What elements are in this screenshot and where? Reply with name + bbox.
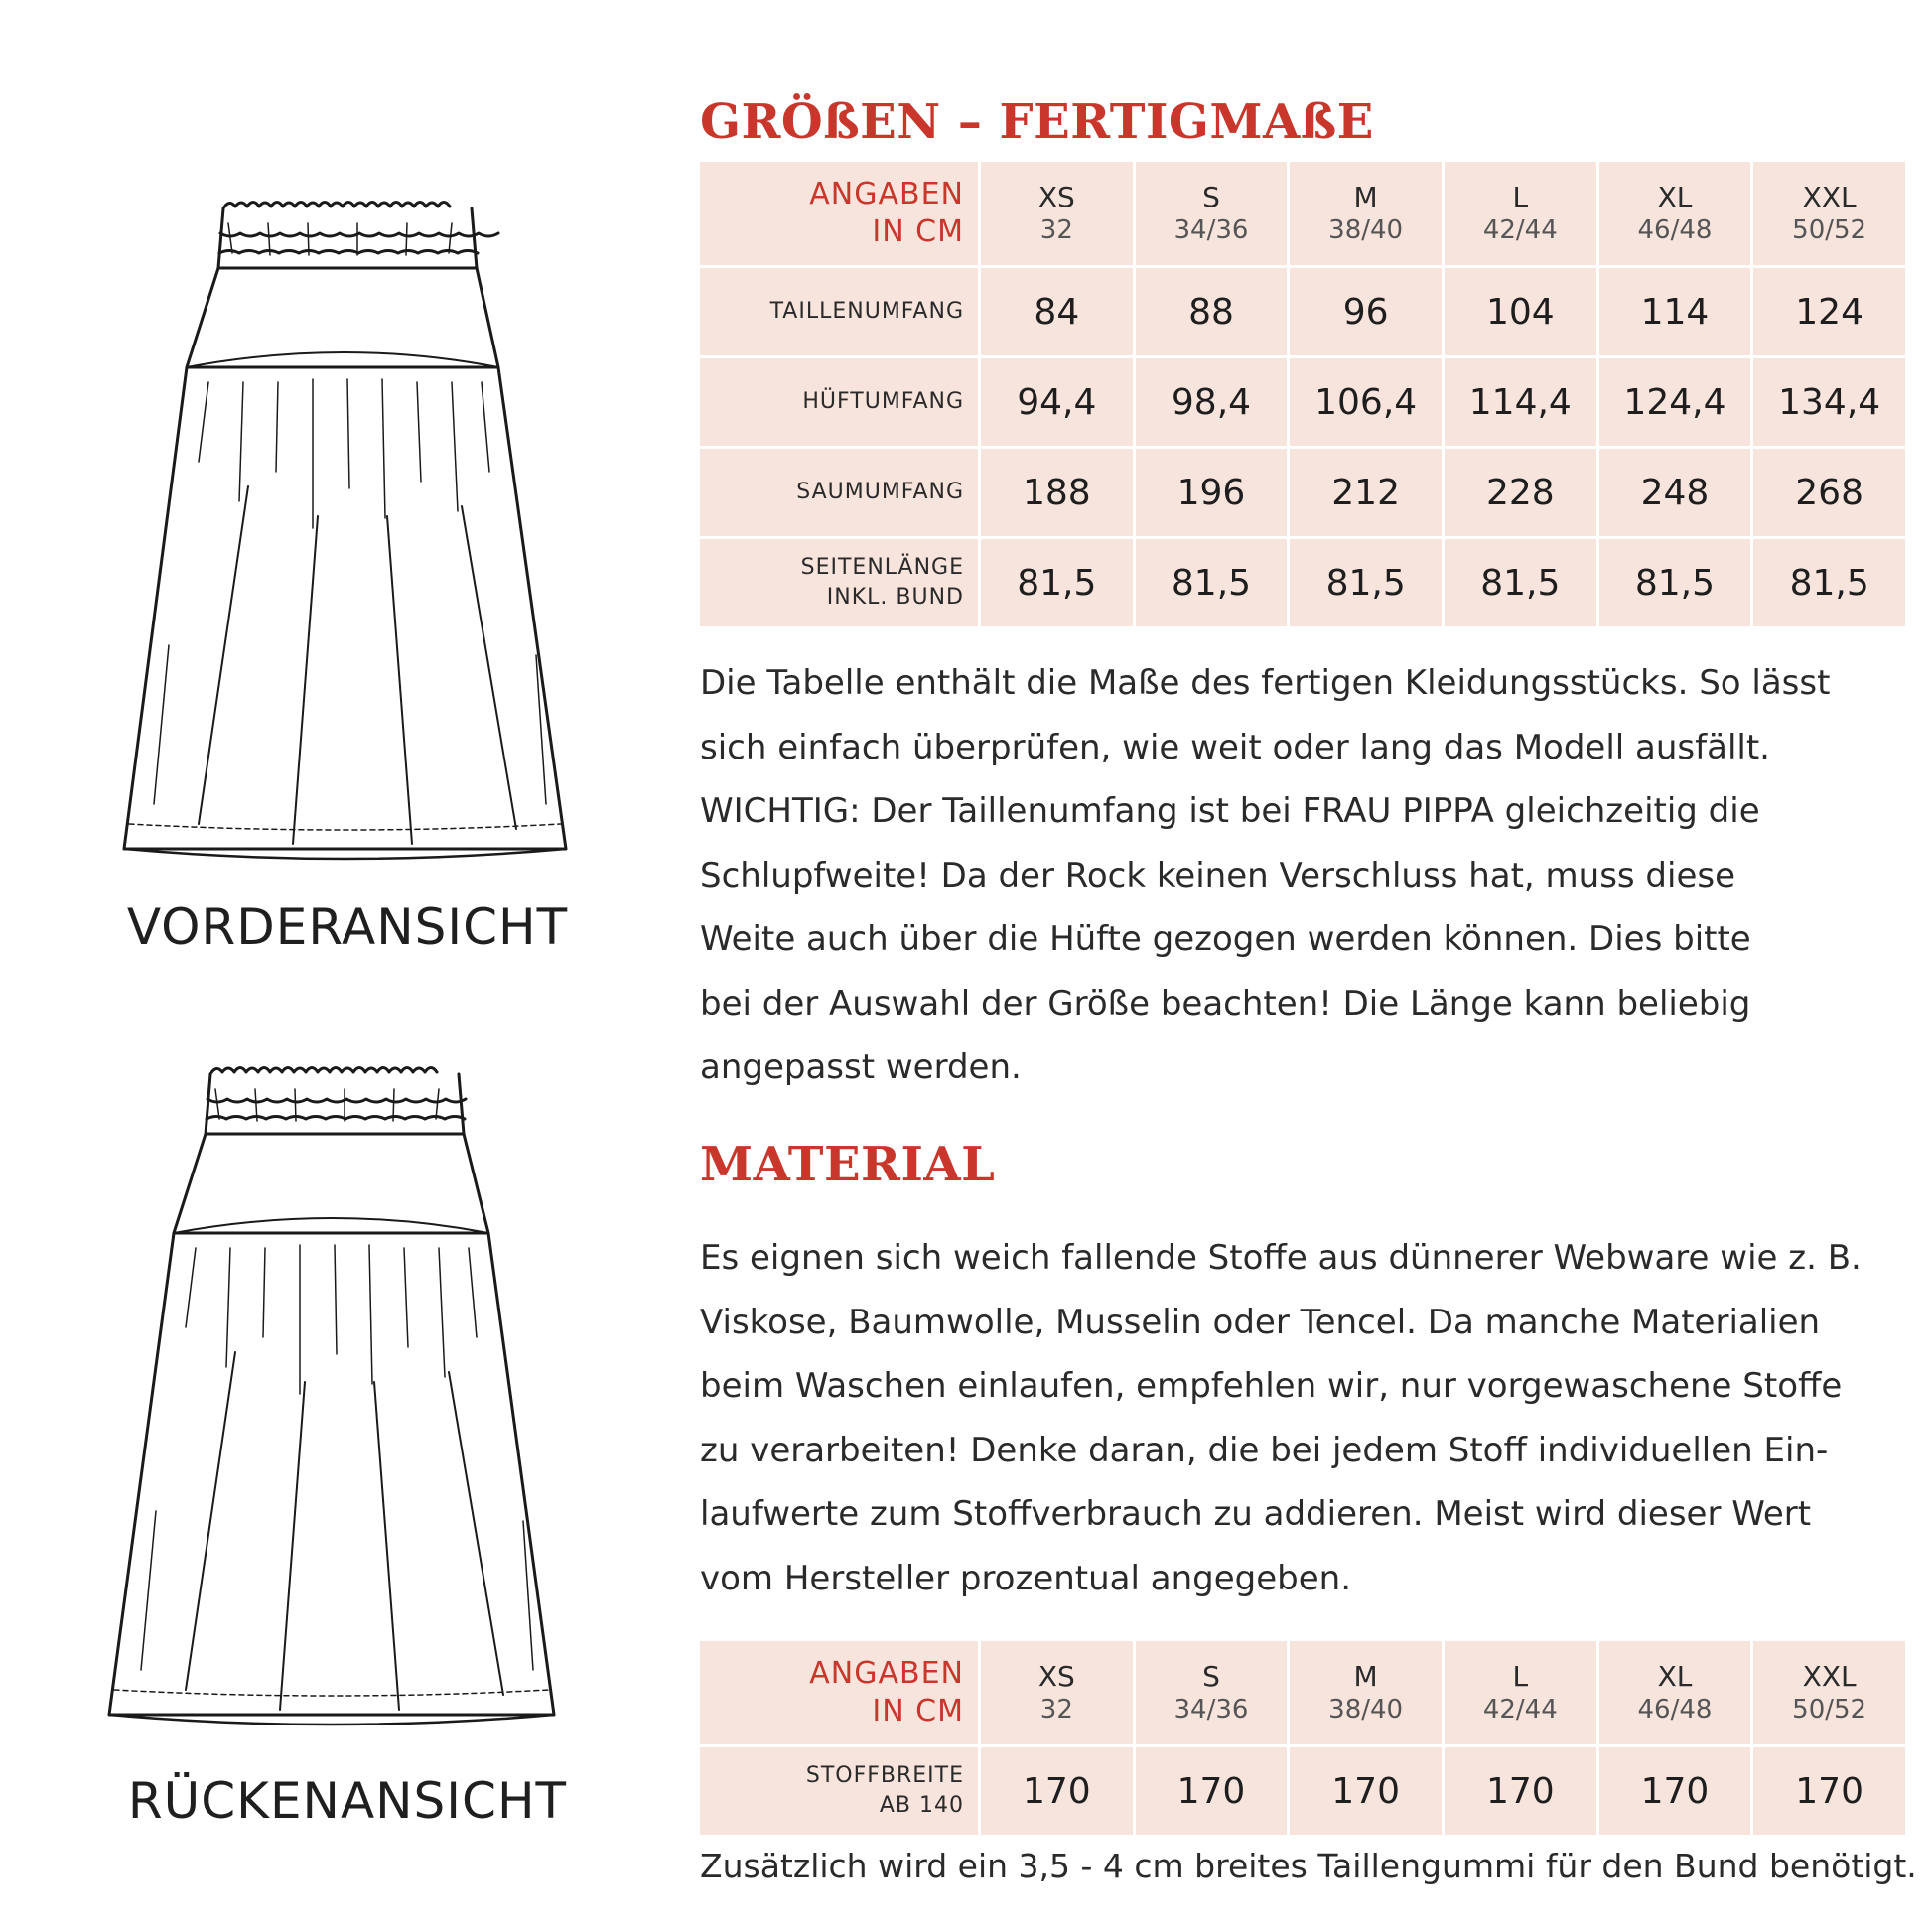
row-label-line1: HÜFTUMFANG <box>802 389 964 414</box>
size-header-xxl <box>1753 1641 1905 1744</box>
row-label-line1: SAUMUMFANG <box>796 480 964 504</box>
size-header-s <box>1136 1641 1288 1744</box>
size-number: 34/36 <box>1173 1695 1249 1725</box>
elastic-footnote: Zusätzlich wird ein 3,5 - 4 cm breites Taillengummi für den Bund benötigt. <box>700 1847 1917 1885</box>
table-cell: 106,4 <box>1290 358 1442 446</box>
table-cell: 134,4 <box>1753 358 1905 446</box>
row-label <box>700 358 978 446</box>
table-cell: 84 <box>981 268 1133 355</box>
row-label-line2: AB 140 <box>879 1793 964 1818</box>
front-view-label: VORDERANSICHT <box>126 898 569 956</box>
table-cell: 124,4 <box>1599 358 1751 446</box>
table-cell: 98,4 <box>1136 358 1288 446</box>
size-name: L <box>1512 1660 1529 1693</box>
size-header-s <box>1136 162 1288 265</box>
size-number: 50/52 <box>1792 1695 1867 1725</box>
size-name: XS <box>1037 181 1075 213</box>
row-label <box>700 539 978 626</box>
size-header-m <box>1290 1641 1442 1744</box>
header-label-line1: ANGABEN <box>809 177 964 211</box>
size-header-m <box>1290 162 1442 265</box>
table-cell: 81,5 <box>981 539 1133 626</box>
table-cell: 96 <box>1290 268 1442 355</box>
size-table-header-row <box>700 162 1905 265</box>
table-row-hueftumfang <box>700 358 1905 446</box>
material-heading: MATERIAL <box>700 1137 996 1192</box>
size-name: S <box>1202 181 1220 213</box>
table-cell: 170 <box>1599 1747 1751 1835</box>
size-name: XXL <box>1802 1660 1857 1693</box>
size-table <box>697 159 1908 629</box>
row-label <box>700 449 978 536</box>
table-cell: 228 <box>1445 449 1596 536</box>
table-cell: 170 <box>1136 1747 1288 1835</box>
table-row-stoffbreite <box>700 1747 1905 1835</box>
table-cell: 248 <box>1599 449 1751 536</box>
skirt-front-illustration <box>69 189 625 884</box>
row-label <box>700 268 978 355</box>
table-cell: 94,4 <box>981 358 1133 446</box>
size-table-header-label <box>700 162 978 265</box>
material-description: Es eignen sich weich fallende Stoffe aus dünnerer Webware wie z. B. Viskose, Baumwolle, Musselin oder Tencel. Da manche Materialien beim Waschen einlaufen, empfehlen wir, nur vorgewaschene Stoffe zu verarbeiten! Denke daran, die bei jedem Stoff individuellen Ein- laufwerte zum Stoffverbrauch zu addieren. Meist wird dieser Wert vom Hersteller prozentual angegeben. <box>700 1238 1862 1598</box>
size-header-xl <box>1599 1641 1751 1744</box>
size-number: 50/52 <box>1792 215 1867 245</box>
size-name: XS <box>1037 1660 1075 1693</box>
size-header-xl <box>1599 162 1751 265</box>
table-cell: 81,5 <box>1136 539 1288 626</box>
size-name: XL <box>1657 1660 1693 1693</box>
back-view-label: RÜCKENANSICHT <box>127 1772 568 1830</box>
table-cell: 81,5 <box>1753 539 1905 626</box>
size-name: L <box>1512 181 1529 213</box>
row-label-line1: STOFFBREITE <box>805 1763 964 1788</box>
size-name: M <box>1353 1660 1378 1693</box>
table-cell: 188 <box>981 449 1133 536</box>
row-label <box>700 1747 978 1835</box>
table-cell: 170 <box>1753 1747 1905 1835</box>
header-label-line2: IN CM <box>872 1694 964 1728</box>
size-number: 46/48 <box>1637 215 1713 245</box>
skirt-back-illustration <box>69 1054 625 1749</box>
size-number: 38/40 <box>1328 1695 1404 1725</box>
size-name: XXL <box>1802 181 1857 213</box>
size-number: 38/40 <box>1328 215 1404 245</box>
size-number: 42/44 <box>1482 1695 1558 1725</box>
table-row-taillenumfang <box>700 268 1905 355</box>
size-number: 34/36 <box>1173 215 1249 245</box>
table-cell: 81,5 <box>1290 539 1442 626</box>
header-label-line2: IN CM <box>872 214 964 249</box>
size-number: 46/48 <box>1637 1695 1713 1725</box>
size-name: M <box>1353 181 1378 213</box>
row-label-line1: TAILLENUMFANG <box>769 299 964 324</box>
table-row-saumumfang <box>700 449 1905 536</box>
size-number: 42/44 <box>1482 215 1558 245</box>
row-label-line2: INKL. BUND <box>826 585 964 610</box>
size-number: 32 <box>1039 1695 1073 1725</box>
row-label-line1: SEITENLÄNGE <box>800 555 964 580</box>
table-cell: 196 <box>1136 449 1288 536</box>
table-row-seitenlaenge <box>700 539 1905 626</box>
size-name: S <box>1202 1660 1220 1693</box>
fabric-table-header-row <box>700 1641 1905 1744</box>
sizes-heading: GRÖßEN – FERTIGMAßE <box>700 94 1374 150</box>
table-cell: 114,4 <box>1445 358 1596 446</box>
table-cell: 81,5 <box>1599 539 1751 626</box>
size-header-l <box>1445 1641 1596 1744</box>
table-cell: 114 <box>1599 268 1751 355</box>
table-cell: 170 <box>1290 1747 1442 1835</box>
table-cell: 170 <box>1445 1747 1596 1835</box>
fabric-table-header-label <box>700 1641 978 1744</box>
size-header-l <box>1445 162 1596 265</box>
size-header-xxl <box>1753 162 1905 265</box>
header-label-line1: ANGABEN <box>809 1656 964 1691</box>
table-cell: 124 <box>1753 268 1905 355</box>
table-cell: 170 <box>981 1747 1133 1835</box>
size-name: XL <box>1657 181 1693 213</box>
fabric-table <box>697 1638 1908 1838</box>
size-header-xs <box>981 162 1133 265</box>
size-header-xs <box>981 1641 1133 1744</box>
table-cell: 88 <box>1136 268 1288 355</box>
table-cell: 212 <box>1290 449 1442 536</box>
size-table-description: Die Tabelle enthält die Maße des fertigen Kleidungsstücks. So lässt sich einfach überprüfen, wie weit oder lang das Modell ausfällt. WICHTIG: Der Taillenumfang ist bei FRAU PIPPA gleichzeitig die Schlupfweite! Da der Rock keinen Verschluss hat, muss diese Weite auch über die Hüfte gezogen werden können. Dies bitte bei der Auswahl der Größe beachten! Die Länge kann beliebig angepasst werden. <box>700 663 1831 1087</box>
table-cell: 268 <box>1753 449 1905 536</box>
size-number: 32 <box>1039 215 1073 245</box>
table-cell: 81,5 <box>1445 539 1596 626</box>
table-cell: 104 <box>1445 268 1596 355</box>
